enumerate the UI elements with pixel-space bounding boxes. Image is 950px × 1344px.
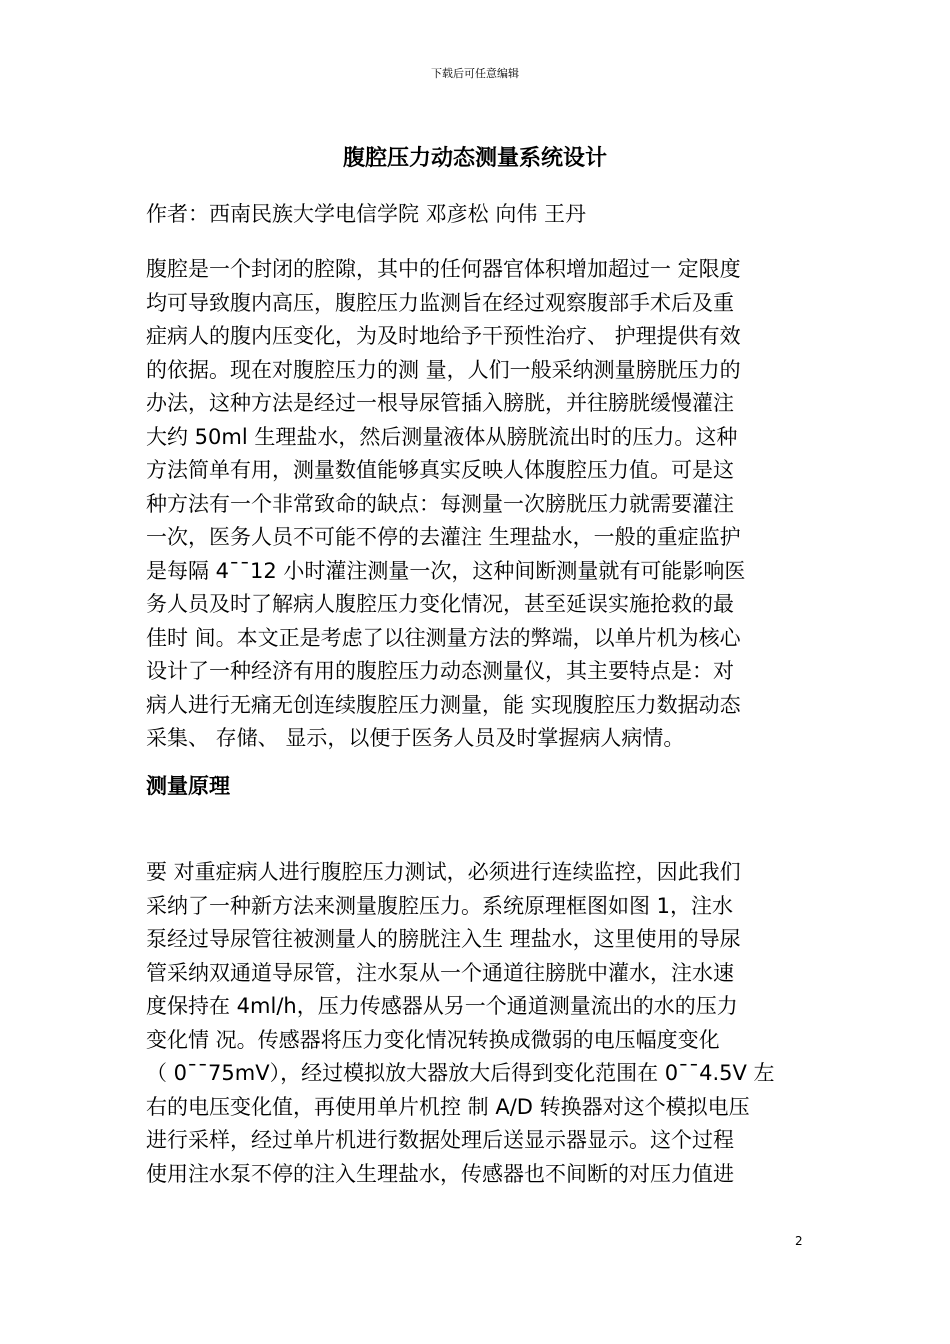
principle-paragraph bbox=[146, 856, 775, 1191]
text-line: 大约 50ml 生理盐水，然后测量液体从膀胱流出时的压力。这种 bbox=[146, 424, 738, 449]
text-line: 泵经过导尿管往被测量人的膀胱注入生 理盐水，这里使用的导尿 bbox=[146, 927, 741, 951]
text-line: 设计了一种经济有用的腹腔压力动态测量仪，其主要特点是：对 bbox=[146, 659, 734, 683]
intro-paragraph bbox=[146, 253, 745, 756]
text-line: 度保持在 4ml/h，压力传感器从另一个通道测量流出的水的压力 bbox=[146, 994, 738, 1018]
author-line: 作者：西南民族大学电信学院 邓彦松 向伟 王丹 bbox=[146, 202, 587, 226]
header-note: 下载后可任意编辑 bbox=[431, 67, 519, 80]
text-line: 一次，医务人员不可能不停的去灌注 生理盐水，一般的重症监护 bbox=[146, 525, 741, 549]
section-heading: 测量原理 bbox=[146, 774, 230, 798]
text-line: 变化情 况。传感器将压力变化情况转换成微弱的电压幅度变化 bbox=[146, 1027, 720, 1052]
text-line: 采纳了一种新方法来测量腹腔压力。系统原理框图如图 1，注水 bbox=[146, 893, 734, 918]
page-number: 2 bbox=[795, 1234, 803, 1248]
text-line: 病人进行无痛无创连续腹腔压力测量，能 实现腹腔压力数据动态 bbox=[146, 692, 741, 717]
text-line: 办法，这种方法是经过一根导尿管插入膀胱，并往膀胱缓慢灌注 bbox=[146, 391, 734, 415]
text-line: （ 0¯¯75mV），经过模拟放大器放大后得到变化范围在 0¯¯4.5V 左 bbox=[146, 1061, 775, 1085]
text-line: 管采纳双通道导尿管，注水泵从一个通道往膀胱中灌水，注水速 bbox=[146, 960, 734, 985]
text-line: 右的电压变化值，再使用单片机控 制 A/D 转换器对这个模拟电压 bbox=[146, 1094, 750, 1119]
text-line: 进行采样，经过单片机进行数据处理后送显示器显示。这个过程 bbox=[146, 1128, 734, 1152]
text-line: 是每隔 4¯¯12 小时灌注测量一次，这种间断测量就有可能影响医 bbox=[146, 558, 746, 583]
text-line: 方法简单有用，测量数值能够真实反映人体腹腔压力值。可是这 bbox=[146, 458, 734, 482]
text-line: 症病人的腹内压变化，为及时地给予干预性治疗、 护理提供有效 bbox=[146, 324, 741, 348]
text-line: 均可导致腹内高压，腹腔压力监测旨在经过观察腹部手术后及重 bbox=[146, 290, 734, 315]
text-line: 种方法有一个非常致命的缺点：每测量一次膀胱压力就需要灌注 bbox=[146, 491, 734, 516]
document-title: 腹腔压力动态测量系统设计 bbox=[342, 146, 607, 171]
text-line: 要 对重症病人进行腹腔压力测试，必须进行连续监控，因此我们 bbox=[146, 860, 741, 884]
text-line: 佳时 间。本文正是考虑了以往测量方法的弊端，以单片机为核心 bbox=[146, 625, 741, 650]
text-line: 腹腔是一个封闭的腔隙，其中的任何器官体积增加超过一 定限度 bbox=[146, 257, 741, 281]
text-line: 的依据。现在对腹腔压力的测 量，人们一般采纳测量膀胱压力的 bbox=[146, 357, 741, 382]
text-line: 使用注水泵不停的注入生理盐水，传感器也不间断的对压力值进 bbox=[146, 1161, 734, 1186]
text-line: 采集、 存储、 显示，以便于医务人员及时掌握病人病情。 bbox=[146, 726, 685, 750]
text-line: 务人员及时了解病人腹腔压力变化情况，甚至延误实施抢救的最 bbox=[146, 592, 734, 616]
